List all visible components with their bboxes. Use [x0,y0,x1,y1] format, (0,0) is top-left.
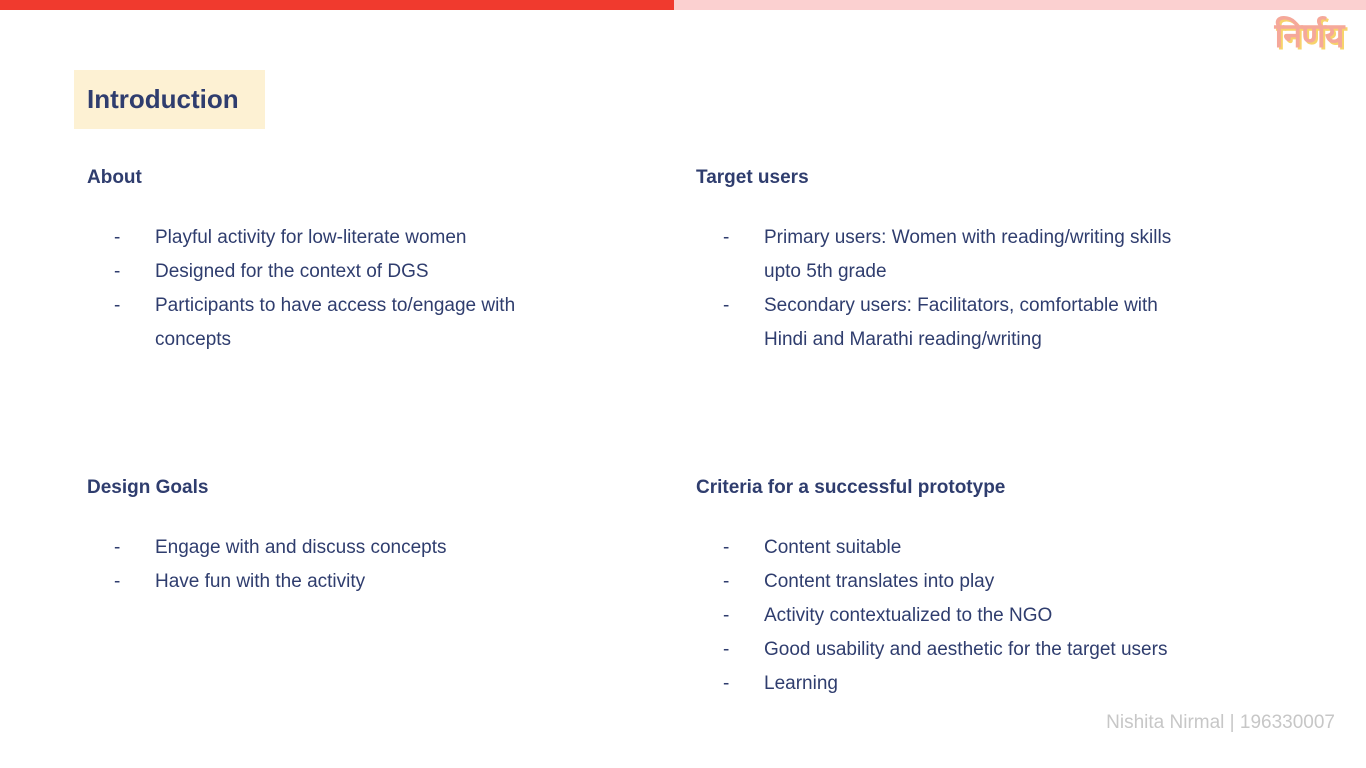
list-item-text: Content suitable [764,537,902,558]
footer-author: Nishita Nirmal | 196330007 [1106,712,1335,733]
list-item [723,221,1194,289]
list-item-text: Good usability and aesthetic for the target users [764,639,1168,660]
bullet-dash: - [114,295,121,316]
brand-logo: निर्णय [1274,16,1344,56]
accent-bar-primary [0,0,674,10]
title-box [74,70,265,129]
list-item [723,599,1167,633]
bullet-dash: - [114,537,121,558]
list-item [723,289,1194,357]
bullet-dash: - [114,261,121,282]
list-item [114,289,555,357]
bullet-list [723,531,1167,701]
section-heading: Design Goals [87,477,209,498]
list-item [114,221,555,255]
section-target-users [696,167,1216,350]
list-item-text: Secondary users: Facilitators, comfortable with Hindi and Marathi reading/writing [764,295,1158,350]
bullet-dash: - [723,639,730,660]
page-title: Introduction [87,84,239,114]
section-heading: Target users [696,167,809,188]
top-accent-bar [0,0,1366,10]
section-heading: About [87,167,142,188]
section-design-goals [87,477,607,592]
section-heading: Criteria for a successful prototype [696,477,1006,498]
bullet-dash: - [114,571,121,592]
section-criteria [696,477,1256,694]
list-item [114,255,555,289]
list-item-text: Learning [764,673,838,694]
list-item-text: Have fun with the activity [155,571,366,592]
list-item [723,667,1167,701]
list-item [723,565,1167,599]
list-item [723,531,1167,565]
bullet-dash: - [723,571,730,592]
list-item-text: Participants to have access to/engage with concepts [155,295,516,350]
bullet-dash: - [114,227,121,248]
list-item-text: Primary users: Women with reading/writing skills upto 5th grade [764,227,1172,282]
bullet-dash: - [723,295,730,316]
bullet-list [723,221,1194,357]
section-about [87,167,607,350]
list-item-text: Engage with and discuss concepts [155,537,447,558]
accent-bar-secondary [674,0,1366,10]
list-item [114,531,447,565]
list-item [723,633,1167,667]
list-item-text: Content translates into play [764,571,995,592]
bullet-list [114,531,447,599]
list-item-text: Activity contextualized to the NGO [764,605,1053,626]
bullet-dash: - [723,673,730,694]
bullet-dash: - [723,605,730,626]
bullet-dash: - [723,537,730,558]
list-item-text: Playful activity for low-literate women [155,227,467,248]
bullet-list [114,221,555,357]
bullet-dash: - [723,227,730,248]
list-item-text: Designed for the context of DGS [155,261,429,282]
list-item [114,565,447,599]
